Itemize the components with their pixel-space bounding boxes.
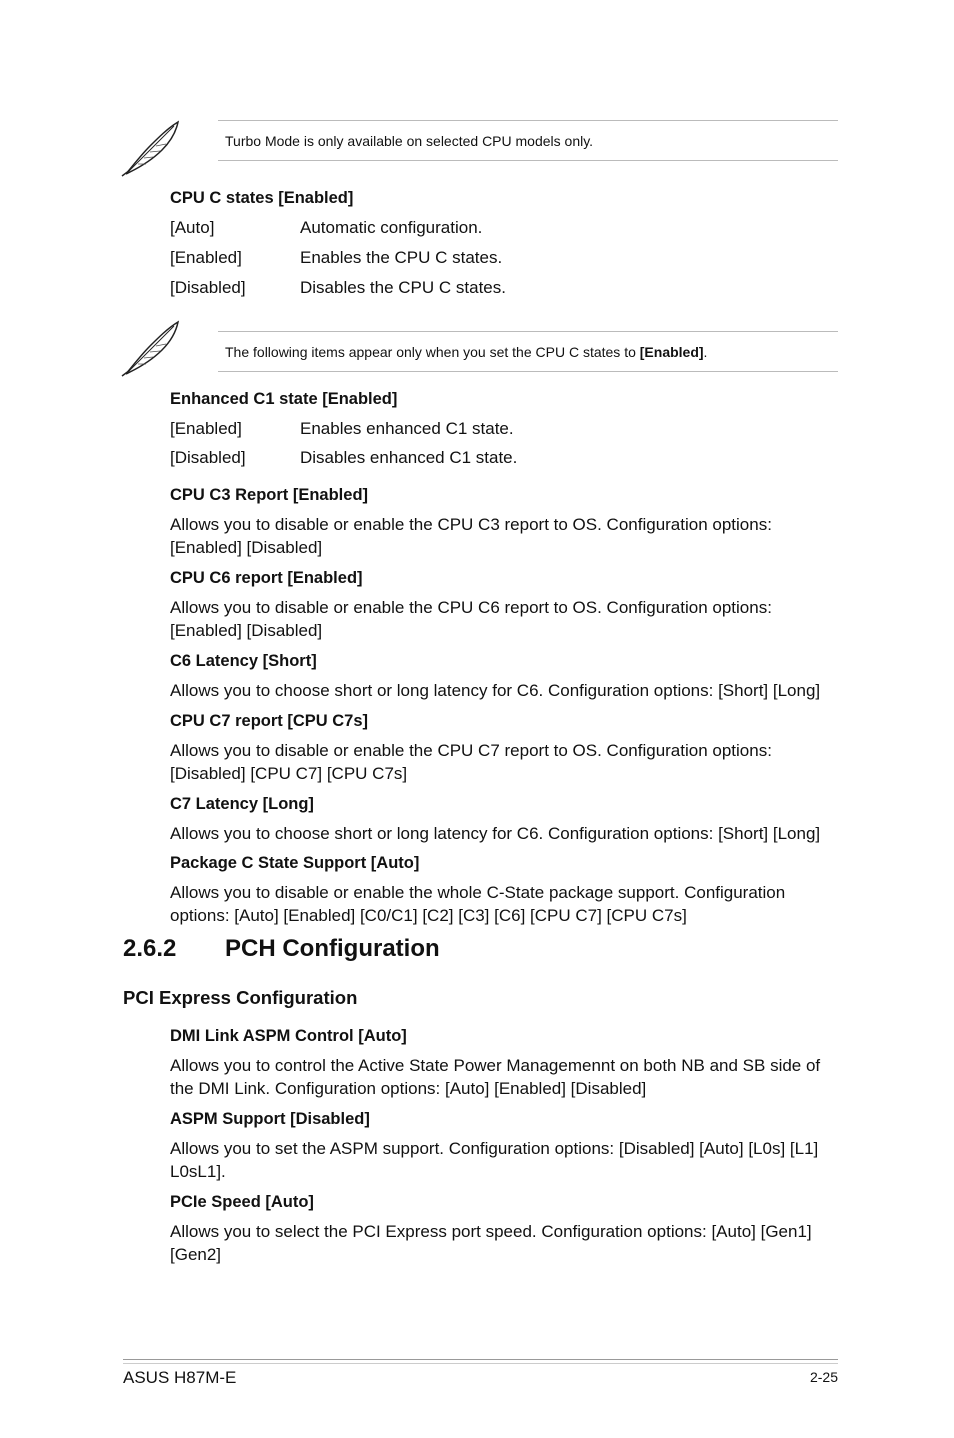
option-description: Automatic configuration. <box>300 218 483 237</box>
option-key: [Enabled] <box>170 419 242 438</box>
option-description: Enables the CPU C states. <box>300 248 503 267</box>
option-key: [Disabled] <box>170 278 246 297</box>
note-rule-top <box>218 120 838 121</box>
item-heading: ASPM Support [Disabled] <box>170 1110 370 1128</box>
note-text: The following items appear only when you set the CPU C states to [Enabled]. <box>225 344 708 360</box>
note-rule-bottom <box>218 371 838 372</box>
section-title: PCH Configuration <box>225 935 440 962</box>
subsection-title: PCI Express Configuration <box>123 987 358 1008</box>
item-heading: CPU C7 report [CPU C7s] <box>170 712 369 730</box>
item-description: Allows you to disable or enable the CPU C7 report to OS. Configuration options: [Disabled] [CPU C7] [CPU C7s] <box>170 741 772 783</box>
feather-note-icon <box>120 320 182 378</box>
footer-page-number: 2-25 <box>809 1369 838 1385</box>
section-number: 2.6.2 <box>123 935 177 962</box>
item-description: Allows you to disable or enable the whole C-State package support. Configuration options: [Auto] [Enabled] [C0/C1] [C2] [C3] [C6] [CPU C7] [CPU C7s] <box>170 883 786 925</box>
option-key: [Auto] <box>170 218 215 237</box>
item-description: Allows you to control the Active State Power Managemennt on both NB and SB side of the DMI Link. Configuration options: [Auto] [Enabled] [Disabled] <box>170 1056 821 1098</box>
item-heading: CPU C3 Report [Enabled] <box>170 486 369 504</box>
feather-note-icon <box>120 120 182 178</box>
footer-rule <box>123 1359 838 1364</box>
option-description: Disables enhanced C1 state. <box>300 448 518 467</box>
item-description: Allows you to choose short or long latency for C6. Configuration options: [Short] [Long] <box>170 824 821 843</box>
item-description: Allows you to choose short or long latency for C6. Configuration options: [Short] [Long] <box>170 681 821 700</box>
item-heading: PCIe Speed [Auto] <box>170 1193 314 1211</box>
item-description: Allows you to disable or enable the CPU C3 report to OS. Configuration options: [Enabled] [Disabled] <box>170 515 772 557</box>
note-rule-top <box>218 331 838 332</box>
option-key: [Disabled] <box>170 448 246 467</box>
item-heading: DMI Link ASPM Control [Auto] <box>170 1027 407 1045</box>
item-heading: CPU C6 report [Enabled] <box>170 569 363 587</box>
item-description: Allows you to select the PCI Express port speed. Configuration options: [Auto] [Gen1] [Gen2] <box>170 1222 812 1264</box>
note-text: Turbo Mode is only available on selected CPU models only. <box>225 133 594 149</box>
item-heading: Package C State Support [Auto] <box>170 854 420 872</box>
enhanced-c1-heading: Enhanced C1 state [Enabled] <box>170 390 398 408</box>
item-description: Allows you to disable or enable the CPU C6 report to OS. Configuration options: [Enabled] [Disabled] <box>170 598 772 640</box>
item-heading: C7 Latency [Long] <box>170 795 314 813</box>
item-description: Allows you to set the ASPM support. Configuration options: [Disabled] [Auto] [L0s] [L1] L0sL1]. <box>170 1139 819 1181</box>
note-rule-bottom <box>218 160 838 161</box>
option-key: [Enabled] <box>170 248 242 267</box>
footer-product-name: ASUS H87M-E <box>123 1368 237 1387</box>
option-description: Disables the CPU C states. <box>300 278 506 297</box>
cpu-c-states-heading: CPU C states [Enabled] <box>170 189 354 207</box>
option-description: Enables enhanced C1 state. <box>300 419 514 438</box>
item-heading: C6 Latency [Short] <box>170 652 317 670</box>
